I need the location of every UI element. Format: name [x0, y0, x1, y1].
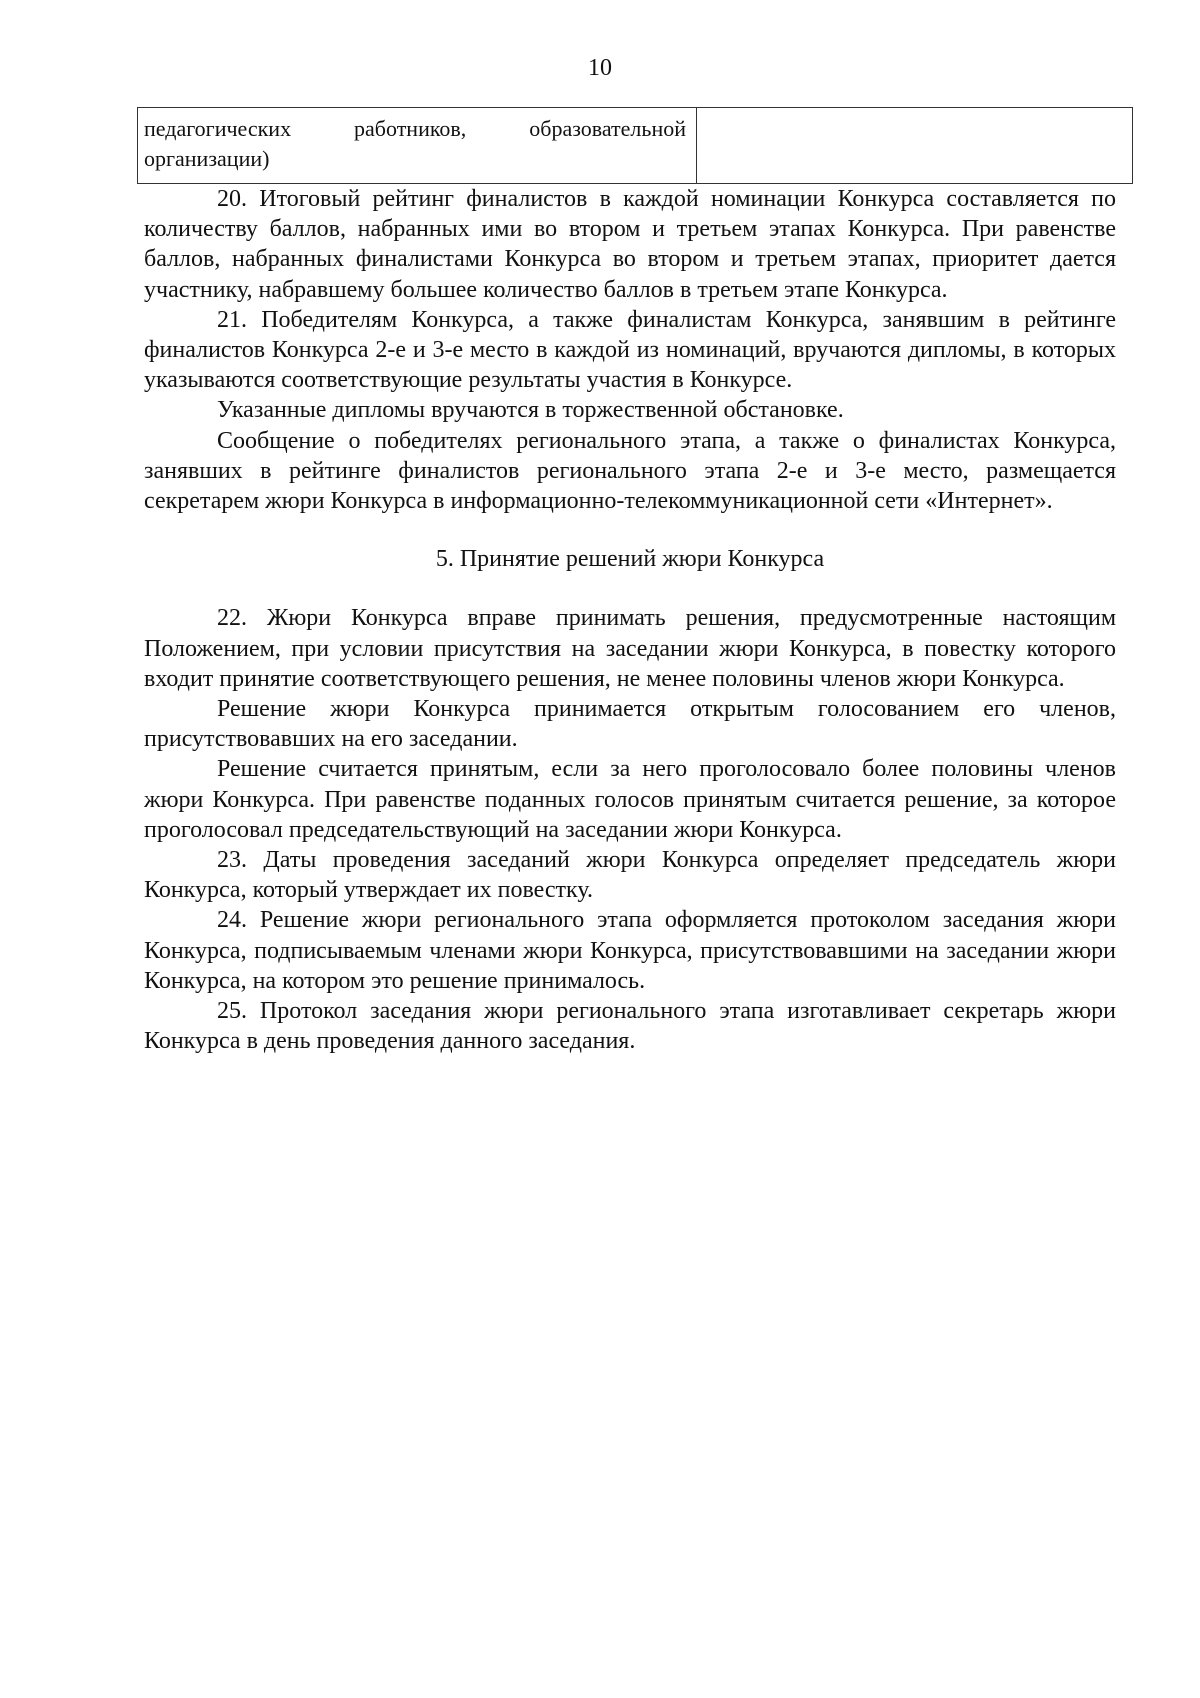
document-body	[144, 184, 1116, 1056]
paragraph-decision-rule: Решение считается принятым, если за него проголосовало более половины членов жюри Конкурса. При равенстве поданных голосов принятым считается решение, за которое проголосовал председательствующий на заседании жюри Конкурса.	[144, 756, 1116, 843]
paragraph-open-voting: Решение жюри Конкурса принимается открытым голосованием его членов, присутствовавших на его заседании.	[144, 696, 1116, 753]
paragraph-item-22: 22. Жюри Конкурса вправе принимать решения, предусмотренные настоящим Положением, при условии присутствия на заседании жюри Конкурса, в повестку которого входит принятие соответствующего решения, не менее половины членов жюри Конкурса.	[144, 605, 1116, 692]
paragraph-diplomas: Указанные дипломы вручаются в торжественной обстановке.	[217, 397, 844, 424]
table-row	[138, 108, 1133, 184]
page-number: 10	[588, 55, 612, 81]
table-cell-criteria: педагогических работников, образовательной организации)	[138, 108, 697, 184]
table-cell-score	[697, 108, 1133, 184]
paragraph-item-25: 25. Протокол заседания жюри регионального этапа изготавливает секретарь жюри Конкурса в день проведения данного заседания.	[144, 998, 1116, 1055]
paragraph-announcement: Сообщение о победителях регионального этапа, а также о финалистах Конкурса, занявших в рейтинге финалистов регионального этапа 2-е и 3-е место, размещается секретарем жюри Конкурса в информационно-телекоммуникационной сети «Интернет».	[144, 427, 1116, 515]
section-heading: 5. Принятие решений жюри Конкурса	[435, 546, 825, 573]
paragraph-item-21: 21. Победителям Конкурса, а также финалистам Конкурса, занявшим в рейтинге финалистов Конкурса 2-е и 3-е место в каждой из номинаций, вручаются дипломы, в которых указываются соответствующие результаты участия в Конкурсе.	[144, 306, 1116, 394]
table-fragment	[137, 107, 1133, 184]
paragraph-item-20: 20. Итоговый рейтинг финалистов в каждой номинации Конкурса составляется по количеству баллов, набранных ими во втором и третьем этапах Конкурса. При равенстве баллов, набранных финалистами Конкурса во втором и третьем этапах, приоритет дается участнику, набравшему большее количество баллов в третьем этапе Конкурса.	[144, 186, 1116, 303]
paragraph-item-23: 23. Даты проведения заседаний жюри Конкурса определяет председатель жюри Конкурса, который утверждает их повестку.	[144, 847, 1116, 904]
paragraph-item-24: 24. Решение жюри регионального этапа оформляется протоколом заседания жюри Конкурса, подписываемым членами жюри Конкурса, присутствовавшими на заседании жюри Конкурса, на котором это решение принималось.	[144, 907, 1116, 994]
